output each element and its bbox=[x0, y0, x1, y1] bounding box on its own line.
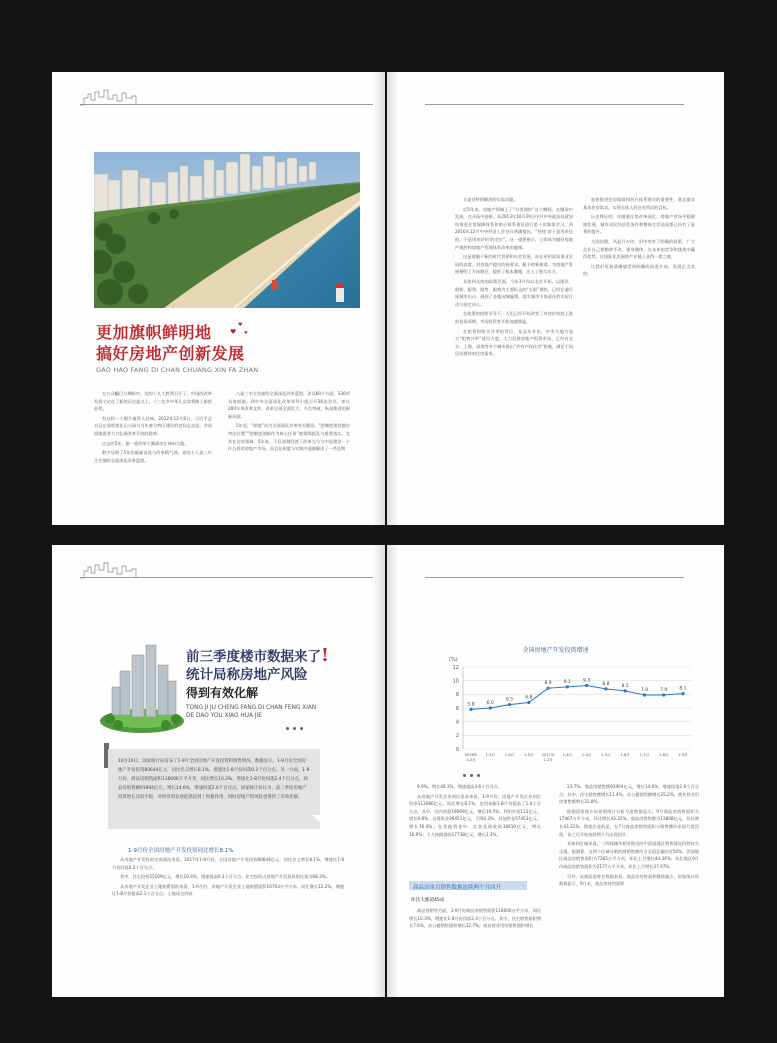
article-title-line1: 更加旗帜鲜明地 bbox=[96, 323, 212, 342]
section-subsubhead: 环比大涨超45成 bbox=[411, 898, 445, 903]
paragraph: 在万众瞩目与期盼中，党的十九大胜利召开了。中国的改革发展又站在了新的历史起点上。十三亿多中华儿女即将踏上新的征程。 bbox=[94, 391, 212, 412]
data-point bbox=[566, 685, 569, 688]
header-rule bbox=[425, 577, 684, 578]
article-title-pinyin bbox=[186, 704, 316, 720]
body-column-1 bbox=[409, 783, 541, 840]
exclamation-mark: ! bbox=[321, 645, 329, 666]
skyscraper-illustration bbox=[98, 641, 186, 735]
page-4 bbox=[387, 545, 724, 997]
data-point bbox=[604, 687, 607, 690]
pinyin-line2: DE DAO YOU XIAO HUA JIE bbox=[186, 713, 262, 719]
paragraph: 商品房销售方面，1-9月份商品房销售面积116006万平方米，同比增长10.3%，增速比1-8月份回落2.4个百分点。其中，住宅销售面积增长7.6%，办公楼销售面积增长32.7%，商业营业用房销售面积增长 bbox=[409, 908, 541, 929]
paragraph: 大国治理，风起开万仞。旧中央有了明确的政策，广大企业自己要稍伸手改，强身健体，在未来的竞争和挑战中赢得优势，在国际化发展的产业链上获得一席之地。 bbox=[583, 238, 695, 260]
paragraph: 23.7%。商品房销售额91904亿元，增长14.6%，增速回落2.6个百分点。其中，住宅销售额增长11.4%，办公楼销售额增长25.2%，商业营业用房销售额增长31.8%。 bbox=[559, 784, 699, 805]
paragraph: 其中，住宅投资55109亿元，增长10.4%，增速提高0.3个百分点。住宅投资占房地产开发投资的比重为68.3%。 bbox=[120, 874, 330, 880]
data-label: 8.9 bbox=[544, 681, 552, 687]
paragraph: 有这样一个细节值得人回味。2012年12月8日，习近平总书记在深圳莲花山公园与当年参与特区建设的老同志交谈，并深情地说要大力弘扬改革开放的精神。 bbox=[94, 415, 212, 436]
y-tick-label: 0 bbox=[455, 746, 459, 753]
pinyin-line1: TONG JI JU CHENG FANG DI CHAN FENG XIAN bbox=[186, 705, 317, 711]
data-label: 7.9 bbox=[660, 688, 668, 694]
paragraph: 让我们更加清晰感受到明确的前进方向，发展正当其时。 bbox=[583, 263, 695, 277]
paragraph: 从房地产开发企业土地购置面积来看，1-9月份，房地产开发企业土地购置面积16703万平方米，同比增长12.2%，增速比1-8月份提高2.1个百分点；土地成交价款 bbox=[112, 883, 344, 897]
article-title-prefix: 搞好 bbox=[96, 344, 130, 363]
x-tick-label: 1-7月 bbox=[639, 753, 650, 757]
data-label: 6.0 bbox=[486, 701, 494, 706]
data-point bbox=[508, 703, 511, 706]
decorative-dots bbox=[286, 727, 303, 730]
data-label: 9.3 bbox=[583, 678, 591, 684]
x-tick-label: 1-8月 bbox=[658, 753, 669, 757]
data-label: 8.8 bbox=[602, 681, 610, 687]
data-label: 7.9 bbox=[640, 688, 649, 694]
heart-icon: ♥ bbox=[230, 328, 237, 336]
article-title-line1-text: 前三季度楼市数据来了 bbox=[186, 649, 321, 665]
section-subhead: 1-9月份全国房地产开发投资同比增长8.1% bbox=[128, 848, 234, 854]
x-tick-label: 1-3月 bbox=[485, 753, 496, 757]
body-column-2 bbox=[559, 783, 699, 890]
body-column-1 bbox=[455, 196, 573, 360]
series-line bbox=[471, 685, 683, 709]
article-title-highlight: 房地产创新发展 bbox=[129, 344, 245, 363]
chart-title: 全国房地产开发投资增速 bbox=[522, 647, 589, 654]
article-title bbox=[186, 647, 329, 702]
y-tick-label: 10 bbox=[452, 678, 459, 685]
heart-icon: ♥ bbox=[244, 330, 248, 335]
article-title-line1 bbox=[186, 647, 329, 666]
page-2 bbox=[387, 72, 724, 525]
article-title-line2 bbox=[96, 343, 245, 364]
x-tick-label: 1-4月 bbox=[504, 753, 515, 757]
y-tick-label: 12 bbox=[452, 664, 459, 671]
data-point bbox=[643, 693, 646, 696]
paragraph: 在租赁和购买并举的背后，从去年开始，中央与地方加大“租售并举”建设力度，大力发展房地产租赁市场，已经有北京、上海、深圳等多个城市推出“共有产权住房”措施，满足不同层次群体的住房需求。 bbox=[455, 328, 573, 357]
summary-corner-fold bbox=[312, 815, 328, 831]
data-point bbox=[681, 692, 684, 695]
summary-text: 10月19日，国家统计局发布了1-9月全国房地产开发投资和销售情况。数据显示，1-9月份全国房地产开发投资80644亿元，同比名义增长8.1%，增速比1-8月份回落0.2个百分点。另一方面，1-9月份，商品房销售面积116006万平方米，同比增长10.3%，增速比1-8月份回落2.4个百分点。商品房销售额91904亿元，增长14.6%，增速回落2.6个百分点。国家统计局认为，前三季度房地产投资增长比较平稳，对经济的发展依然起到了积极作用，同时房地产的风险也得到了有效化解。 bbox=[118, 759, 310, 800]
header-rule bbox=[80, 104, 373, 105]
page-spine-shadow bbox=[387, 545, 399, 997]
body-column-1b bbox=[409, 907, 541, 932]
page-3 bbox=[52, 545, 385, 997]
paragraph: 数字证明了5年的砥砺奋进与改革精气神。党的十八届三中全会描绘全面深化改革蓝图。 bbox=[94, 450, 212, 463]
data-point bbox=[489, 706, 492, 709]
x-tick-label: 1-9月 bbox=[678, 753, 688, 757]
data-label: 8.1 bbox=[679, 686, 687, 692]
paragraph: 这是着眼于新的时代背景和社会发展，站在更和国家事业全局的高度，对房地产提出的新要求，赋予的新使命。为房地产发展指明了方向路径，提供了根本遵循，注入了强大动力。 bbox=[455, 254, 573, 275]
paragraph: 近5年来，房地产领域上了“分类调控”这个瞬间，在继承中发展，在开拓中创新。从2013年10月29日中共中央政治局就加快推进住房保障体系和供应体系建设进行第十次集体学习，到2016年12月中央经济工作会议明确提出，“坚持‘房子是用来住的，不是用来炒的’的定位”，这一重要指示，立即成为做好房地产调控和房地产管理体系改革的遵循。 bbox=[455, 206, 573, 250]
paragraph: 八届三中全会描绘全面深化改革蓝图，涉及60个方面、336项具体措施。到中央全面深化改革领导小组召开36次会议，审议200多项改革文件，改革呈现全面发力、多点突破、纵深推进的崭新局面。 bbox=[228, 391, 350, 419]
data-label: 5.8 bbox=[467, 702, 475, 708]
data-point bbox=[546, 687, 549, 690]
data-label: 9.1 bbox=[563, 679, 571, 685]
paragraph: 9.9%，增长46.3%，增速提高3.6个百分点。 bbox=[417, 784, 503, 789]
x-tick-label: 1-3月 bbox=[562, 753, 573, 757]
page-spine-shadow bbox=[373, 545, 385, 997]
x-tick-label: 1-2月 bbox=[466, 758, 476, 762]
y-tick-label: 8 bbox=[455, 692, 459, 699]
article-title-pinyin: GAO HAO FANG DI CHAN CHUANG XIN FA ZHAN bbox=[96, 366, 259, 374]
y-tick-label: 6 bbox=[455, 705, 459, 712]
paragraph: 根据国家统计局按照统计分析月度数据显示，9月商品房销售面积为17467万平方米，环比增长43.31%；商品房销售额为13808亿元，环比增长43.31%，增速注意的是，在7月商品房销售面积与销售额均出现月度回落，但之后开始连续两个月出现回升。 bbox=[559, 808, 699, 837]
page-1 bbox=[52, 72, 385, 525]
page-spine-shadow bbox=[387, 72, 399, 525]
body-column-1 bbox=[94, 390, 212, 466]
x-tick-label: 1-2月 bbox=[543, 758, 553, 762]
paragraph: 又是党特别解决的实际问题。 bbox=[463, 197, 518, 202]
data-point bbox=[527, 701, 530, 704]
data-point bbox=[624, 689, 627, 692]
paragraph: 另外，从商品房库存数据来看，商品房待售面积继续减少，国家统计局数据显示，9月末，商品房待售面积 bbox=[559, 873, 699, 887]
body-column bbox=[112, 856, 344, 900]
data-label: 6.5 bbox=[505, 697, 514, 703]
x-tick-label: 1-5月 bbox=[601, 753, 611, 757]
body-column-2 bbox=[228, 390, 350, 455]
article-title-line3: 得到有效化解 bbox=[186, 686, 259, 700]
paragraph: 加快推进住房保障和供应体系建设的重要性，满足群众基本住房需求，实现全体人民住有所居的目标。 bbox=[583, 197, 695, 210]
paragraph: 过去的5年，新一轮改革大潮涌动在神州大地。 bbox=[102, 440, 189, 446]
body-column-2 bbox=[583, 196, 695, 280]
article-title-line2: 统计局称房地产风险 bbox=[186, 667, 308, 683]
paragraph: 5年里，“制度”成为全面深化改革的关键词。“把制度建设摆在突出位置”“把制度创新作为核心任务”被频频提及与重要落实。尤其在住房领域，5年来，不仅深刻回答了改革当今与中国建设一个什么样的房地产市场，而且在制度与实践中逐渐解决了一些长期 bbox=[228, 423, 350, 452]
section-subhead: 商品房单月销售数据连续两个月回升 bbox=[413, 885, 502, 891]
data-point bbox=[662, 693, 665, 696]
x-tick-label: 2017年 bbox=[541, 753, 555, 757]
x-tick-label: 1-5月 bbox=[524, 753, 534, 757]
paragraph: 从房地产开发企业到位资金来看，1-9月份，房地产开发企业到位资金113086亿元，同比增长8.1%，也用来跟1-8月份提高了1.0个百分点。其中，国内贷款19069亿元，增长19.5%；利用外资113亿元，增长9.8%；自筹资金36451亿元，下降0.3%；其他资金57453亿元，增长10.4%。在其他资金中，定金及预收款34610亿元，增长16.9%；个人按揭贷款17738亿元，增长1.3%。 bbox=[409, 793, 541, 837]
y-axis-unit: (%) bbox=[449, 657, 458, 663]
paragraph: 具体到区域来看，三四线城市相对推出的中西部地区销售情况仍然较为乐观，据测算，这两个区域分销的商销售额均占全国总量的近50%。西部地区商品房销售面积为7265万平方米，环比上月增长44.34%；东北地区9月份商品房销售面积为2177万平方米，环比上月增长37.97%。 bbox=[559, 841, 699, 869]
summary-box bbox=[108, 749, 320, 829]
article-title bbox=[96, 322, 245, 364]
heart-icon: ♥ bbox=[238, 322, 243, 328]
data-point bbox=[585, 684, 588, 687]
data-point bbox=[469, 708, 472, 711]
x-tick-label: 1-6月 bbox=[620, 753, 630, 757]
paragraph: 历史将证明，伴随着住房改革深化、房地产市场平稳健康发展，城市居民的居住条件和整体生活品质都已经有了显著的提升。 bbox=[583, 214, 695, 235]
y-tick-label: 4 bbox=[455, 719, 459, 726]
header-rule bbox=[425, 104, 684, 105]
data-label: 8.5 bbox=[621, 683, 629, 689]
beach-city-photo bbox=[94, 152, 360, 308]
decorative-dots bbox=[463, 774, 480, 777]
investment-growth-chart bbox=[439, 651, 699, 769]
page-spine-shadow bbox=[373, 72, 385, 525]
paragraph: 从房地产开发投资完成情况来看。2017年1-9月份，全国房地产开发投资80644亿元，同比名义增长8.1%，增速比1-8月份回落0.2个百分点。 bbox=[112, 857, 344, 870]
paragraph: 在政策的持续引导下，人们已经开始改变了对房价持续上涨的投资预期，市场投资者开始加速降温。 bbox=[455, 311, 573, 324]
x-tick-label: 2016年 bbox=[464, 753, 478, 757]
paragraph: 具体到具体的政策层面，今年3月份以北京开始，以限价、限购、限贷、限售、限商为主要标志的“五限”调控，已经在逾百座城市出台。展现了各地因城施策，落实城市主体责任的实际行动与坚定决心。 bbox=[455, 278, 573, 307]
x-tick-label: 1-4月 bbox=[581, 753, 592, 757]
header-rule bbox=[80, 577, 373, 578]
data-label: 6.8 bbox=[525, 695, 533, 701]
y-tick-label: 2 bbox=[455, 733, 459, 740]
